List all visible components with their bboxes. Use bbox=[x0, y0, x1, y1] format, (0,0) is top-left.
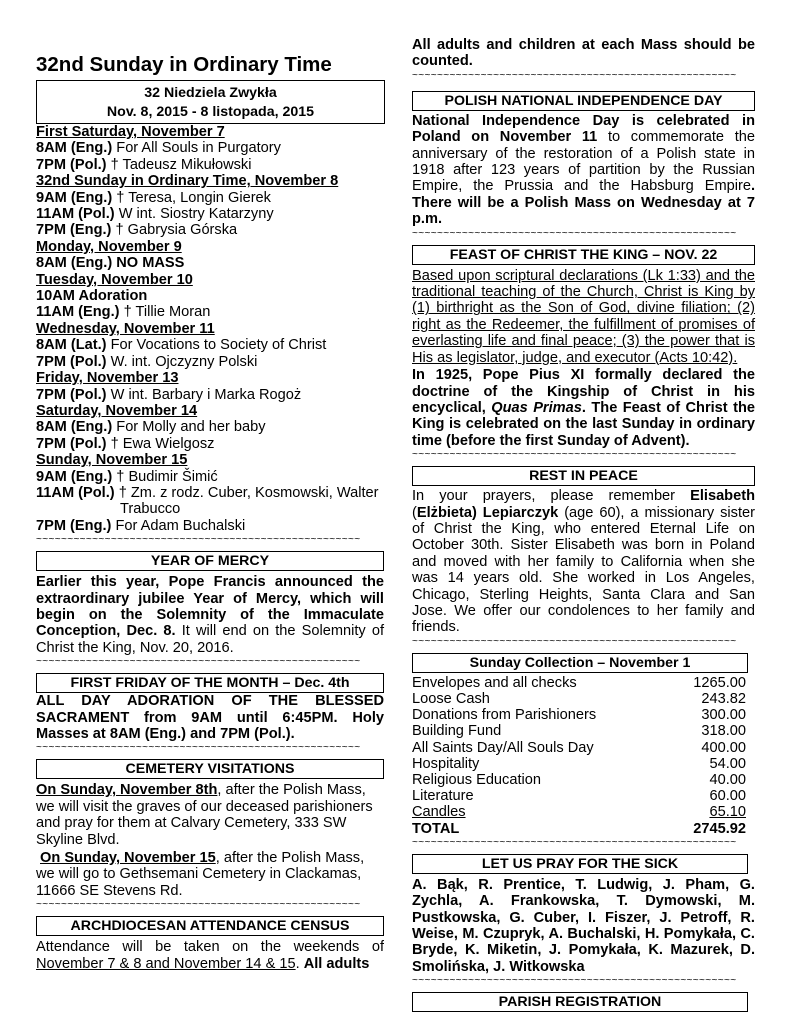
sick-names: A. Bąk, R. Prentice, T. Ludwig, J. Pham, G. Zychla, A. Frankowska, T. Dymowski, M. Pustkowska, G. Cuber, I. Fiszer, J. Petroff, R. Weise, M. Czupryk, A. Buchalski, H. Pomykała, C. Bryde, K. Miketin, J. Pomykała, K. Mazurek, D. Smolińska, J. Witkowska bbox=[412, 876, 755, 975]
mass-time: 11AM (Eng.) bbox=[36, 304, 120, 321]
collection-heading: Sunday Collection – November 1 bbox=[412, 653, 748, 673]
mass-time: 7PM (Pol.) bbox=[36, 386, 107, 403]
mass-time: 11AM (Pol.) bbox=[36, 206, 115, 223]
mass-intention: † Ewa Wielgosz bbox=[110, 435, 215, 452]
christ-king-heading: FEAST OF CHRIST THE KING – NOV. 22 bbox=[412, 245, 755, 265]
collection-amount: 318.00 bbox=[701, 723, 746, 740]
divider: ~~~~~~~~~~~~~~~~~~~~~~~~~~~~~~~~~~~~~~~~~~~~~~~~~~~~ bbox=[412, 69, 737, 81]
divider: ~~~~~~~~~~~~~~~~~~~~~~~~~~~~~~~~~~~~~~~~~~~~~~~~~~~~ bbox=[36, 742, 361, 754]
mass-time: 11AM (Pol.) bbox=[36, 484, 115, 501]
divider: ~~~~~~~~~~~~~~~~~~~~~~~~~~~~~~~~~~~~~~~~~~~~~~~~~~~~ bbox=[412, 975, 737, 987]
mass-entry bbox=[36, 469, 384, 485]
divider: ~~~~~~~~~~~~~~~~~~~~~~~~~~~~~~~~~~~~~~~~~~~~~~~~~~~~ bbox=[36, 899, 361, 911]
mass-time: 8AM (Eng.) bbox=[36, 140, 113, 157]
independence-heading: POLISH NATIONAL INDEPENDENCE DAY bbox=[412, 91, 755, 111]
mass-entry bbox=[36, 288, 384, 304]
cemetery-p1: On Sunday, November 8th, after the Polish Mass, we will visit the graves of our deceased parishioners and pray for them at Calvary Cemetery, 333 SW Skyline Blvd. bbox=[36, 782, 373, 848]
collection-total-row bbox=[412, 821, 746, 837]
mass-intention: † Gabrysia Górska bbox=[115, 222, 238, 239]
mass-day-heading: First Saturday, November 7 bbox=[36, 124, 225, 140]
collection-label: Building Fund bbox=[412, 723, 502, 740]
mass-entry bbox=[36, 140, 384, 156]
collection-amount: 400.00 bbox=[701, 739, 746, 756]
collection-label: Literature bbox=[412, 788, 474, 805]
collection-amount: 65.10 bbox=[709, 804, 746, 821]
collection-row bbox=[412, 788, 746, 804]
census-bold-start: All adults bbox=[303, 955, 370, 972]
mass-intention: For All Souls in Purgatory bbox=[116, 140, 281, 157]
mass-entry bbox=[36, 157, 384, 173]
first-friday-heading: FIRST FRIDAY OF THE MONTH – Dec. 4th bbox=[36, 673, 384, 693]
mass-entry bbox=[36, 304, 384, 320]
collection-amount: 60.00 bbox=[709, 788, 746, 805]
mass-intention: † Tadeusz Mikułowski bbox=[110, 156, 252, 173]
collection-row bbox=[412, 707, 746, 723]
year-of-mercy-text: Earlier this year, Pope Francis announced the extraordinary jubilee Year of Mercy, which will begin on the Solemnity of the Immaculate Conception, Dec. 8. It will end on the Solemnity of Christ the King, Nov. 20, 2016. bbox=[36, 574, 384, 656]
mass-time: 10AM Adoration bbox=[36, 288, 148, 305]
divider: ~~~~~~~~~~~~~~~~~~~~~~~~~~~~~~~~~~~~~~~~~~~~~~~~~~~~ bbox=[412, 635, 737, 647]
collection-row bbox=[412, 772, 746, 788]
mass-entry bbox=[36, 337, 384, 353]
census-continued: All adults and children at each Mass should be counted. bbox=[412, 37, 755, 70]
rest-in-peace-text: In your prayers, please remember Elisabeth (Elżbieta) Lepiarczyk (age 60), a missionary sister of Christ the King, who entered Eternal Life on October 30th. Sister Elisabeth was born in Poland and moved with her family to California when she was 14 years old. She worked in Los Angeles, Chicago, Sterling Heights, Santa Clara and San Jose. We offer our condolences to her family and friends. bbox=[412, 488, 755, 636]
right-column bbox=[412, 0, 755, 1012]
collection-label: Religious Education bbox=[412, 772, 541, 788]
mass-header-date: Nov. 8, 2015 - 8 listopada, 2015 bbox=[106, 104, 315, 120]
mass-intention: W. int. Ojczyzny Polski bbox=[110, 353, 258, 370]
collection-row bbox=[412, 691, 746, 707]
mass-day-heading: 32nd Sunday in Ordinary Time, November 8 bbox=[36, 173, 339, 190]
mass-day-heading: Sunday, November 15 bbox=[36, 452, 188, 469]
mass-schedule-header bbox=[36, 80, 385, 124]
mass-intention: For Molly and her baby bbox=[116, 419, 266, 436]
mass-day-heading: Tuesday, November 10 bbox=[36, 271, 193, 288]
mass-entry bbox=[36, 485, 384, 501]
mass-entry bbox=[36, 222, 384, 238]
page-title: 32nd Sunday in Ordinary Time bbox=[36, 53, 332, 76]
collection-amount: 243.82 bbox=[701, 690, 746, 707]
collection-table bbox=[412, 675, 746, 837]
collection-label: Candles bbox=[412, 804, 466, 821]
mass-time: 9AM (Eng.) bbox=[36, 468, 113, 485]
mass-schedule bbox=[36, 124, 384, 534]
census-text: Attendance will be taken on the weekends of November 7 & 8 and November 14 & 15. All adults bbox=[36, 939, 384, 972]
mass-intention: † Teresa, Longin Gierek bbox=[116, 189, 271, 206]
census-heading: ARCHDIOCESAN ATTENDANCE CENSUS bbox=[36, 916, 384, 936]
mass-header-polish: 32 Niedziela Zwykła bbox=[144, 85, 277, 101]
collection-total-label: TOTAL bbox=[412, 820, 460, 837]
registration-heading: PARISH REGISTRATION bbox=[412, 992, 748, 1012]
mass-intention: † Tillie Moran bbox=[123, 304, 211, 321]
collection-amount: 1265.00 bbox=[693, 674, 746, 691]
divider: ~~~~~~~~~~~~~~~~~~~~~~~~~~~~~~~~~~~~~~~~~~~~~~~~~~~~ bbox=[36, 656, 361, 668]
collection-row bbox=[412, 756, 746, 772]
collection-label: Hospitality bbox=[412, 755, 480, 772]
mass-entry bbox=[36, 190, 384, 206]
mass-day-heading: Wednesday, November 11 bbox=[36, 320, 215, 337]
divider: ~~~~~~~~~~~~~~~~~~~~~~~~~~~~~~~~~~~~~~~~~~~~~~~~~~~~ bbox=[412, 836, 737, 848]
first-friday-text: ALL DAY ADORATION OF THE BLESSED SACRAMENT from 9AM until 6:45PM. Holy Masses at 8AM (Eng.) and 7PM (Pol.). bbox=[36, 693, 384, 742]
mass-intention: † Budimir Šimić bbox=[116, 468, 218, 485]
mass-entry bbox=[36, 387, 384, 403]
mass-intention: W int. Siostry Katarzyny bbox=[118, 206, 274, 223]
collection-amount: 300.00 bbox=[701, 707, 746, 724]
mass-time: 7PM (Eng.) bbox=[36, 222, 112, 239]
christ-king-decl: In 1925, Pope Pius XI formally declared the doctrine of the Kingship of Christ in his encyclical, Quas Primas. The Feast of Christ the King is celebrated on the last Sunday in ordinary time (before the first Sunday of Advent). bbox=[412, 367, 755, 449]
year-of-mercy-heading: YEAR OF MERCY bbox=[36, 551, 384, 571]
mass-time: 7PM (Pol.) bbox=[36, 156, 107, 173]
mass-time: 8AM (Eng.) bbox=[36, 419, 113, 436]
independence-text: National Independence Day is celebrated in Poland on November 11 to commemorate the anniversary of the restoration of a Polish state in 1918 after 123 years of partition by the Russian Empire, the Prussia and the Habsburg Empire. There will be a Polish Mass on Wednesday at 7 p.m. bbox=[412, 112, 755, 228]
mass-day-heading: Monday, November 9 bbox=[36, 238, 182, 255]
mass-entry bbox=[36, 419, 384, 435]
mass-time: 8AM (Eng.) NO MASS bbox=[36, 255, 185, 272]
mass-time: 9AM (Eng.) bbox=[36, 189, 113, 206]
mass-time: 8AM (Lat.) bbox=[36, 337, 107, 354]
mass-entry bbox=[36, 436, 384, 452]
collection-total-amount: 2745.92 bbox=[693, 820, 746, 837]
divider: ~~~~~~~~~~~~~~~~~~~~~~~~~~~~~~~~~~~~~~~~~~~~~~~~~~~~ bbox=[36, 534, 361, 546]
mass-intention: W int. Barbary i Marka Rogoż bbox=[110, 386, 302, 403]
sick-heading: LET US PRAY FOR THE SICK bbox=[412, 854, 748, 874]
collection-amount: 40.00 bbox=[709, 772, 746, 788]
mass-entry bbox=[36, 354, 384, 370]
mass-time: 7PM (Eng.) bbox=[36, 517, 112, 534]
mass-intention: For Vocations to Society of Christ bbox=[110, 337, 327, 354]
divider: ~~~~~~~~~~~~~~~~~~~~~~~~~~~~~~~~~~~~~~~~~~~~~~~~~~~~ bbox=[412, 449, 737, 461]
left-column bbox=[36, 0, 384, 972]
mass-time: 7PM (Pol.) bbox=[36, 435, 107, 452]
mass-intention-cont: Trabucco bbox=[120, 501, 181, 518]
collection-row bbox=[412, 675, 746, 691]
collection-row bbox=[412, 723, 746, 739]
mass-entry bbox=[36, 255, 384, 271]
collection-label: Envelopes and all checks bbox=[412, 674, 577, 691]
collection-amount: 54.00 bbox=[709, 755, 746, 772]
collection-row bbox=[412, 740, 746, 756]
collection-label: All Saints Day/All Souls Day bbox=[412, 739, 594, 756]
mass-entry bbox=[36, 206, 384, 222]
collection-row bbox=[412, 804, 746, 820]
collection-label: Loose Cash bbox=[412, 690, 490, 707]
mass-entry bbox=[36, 518, 384, 534]
mass-day-heading: Friday, November 13 bbox=[36, 370, 179, 387]
cemetery-p2: On Sunday, November 15, after the Polish Mass, we will go to Gethsemani Cemetery in Clackamas, 11666 SE Stevens Rd. bbox=[36, 850, 365, 899]
cemetery-heading: CEMETERY VISITATIONS bbox=[36, 759, 384, 779]
mass-day-heading: Saturday, November 14 bbox=[36, 402, 198, 419]
collection-label: Donations from Parishioners bbox=[412, 707, 597, 724]
divider: ~~~~~~~~~~~~~~~~~~~~~~~~~~~~~~~~~~~~~~~~~~~~~~~~~~~~ bbox=[412, 227, 737, 239]
christ-king-text: Based upon scriptural declarations (Lk 1:33) and the traditional teaching of the Church, Christ is King by (1) birthright as the Son of God, divine filiation; (2) right as the Redeemer, the fulfillment of promises of everlasting life and final peace; (3) the power that is His as legislator, judge, and executor (Acts 10:42). bbox=[412, 267, 755, 366]
mass-intention: † Zm. z rodz. Cuber, Kosmowski, Walter bbox=[118, 484, 379, 501]
mass-time: 7PM (Pol.) bbox=[36, 353, 107, 370]
rest-in-peace-heading: REST IN PEACE bbox=[412, 466, 755, 486]
mass-intention: For Adam Buchalski bbox=[115, 517, 246, 534]
